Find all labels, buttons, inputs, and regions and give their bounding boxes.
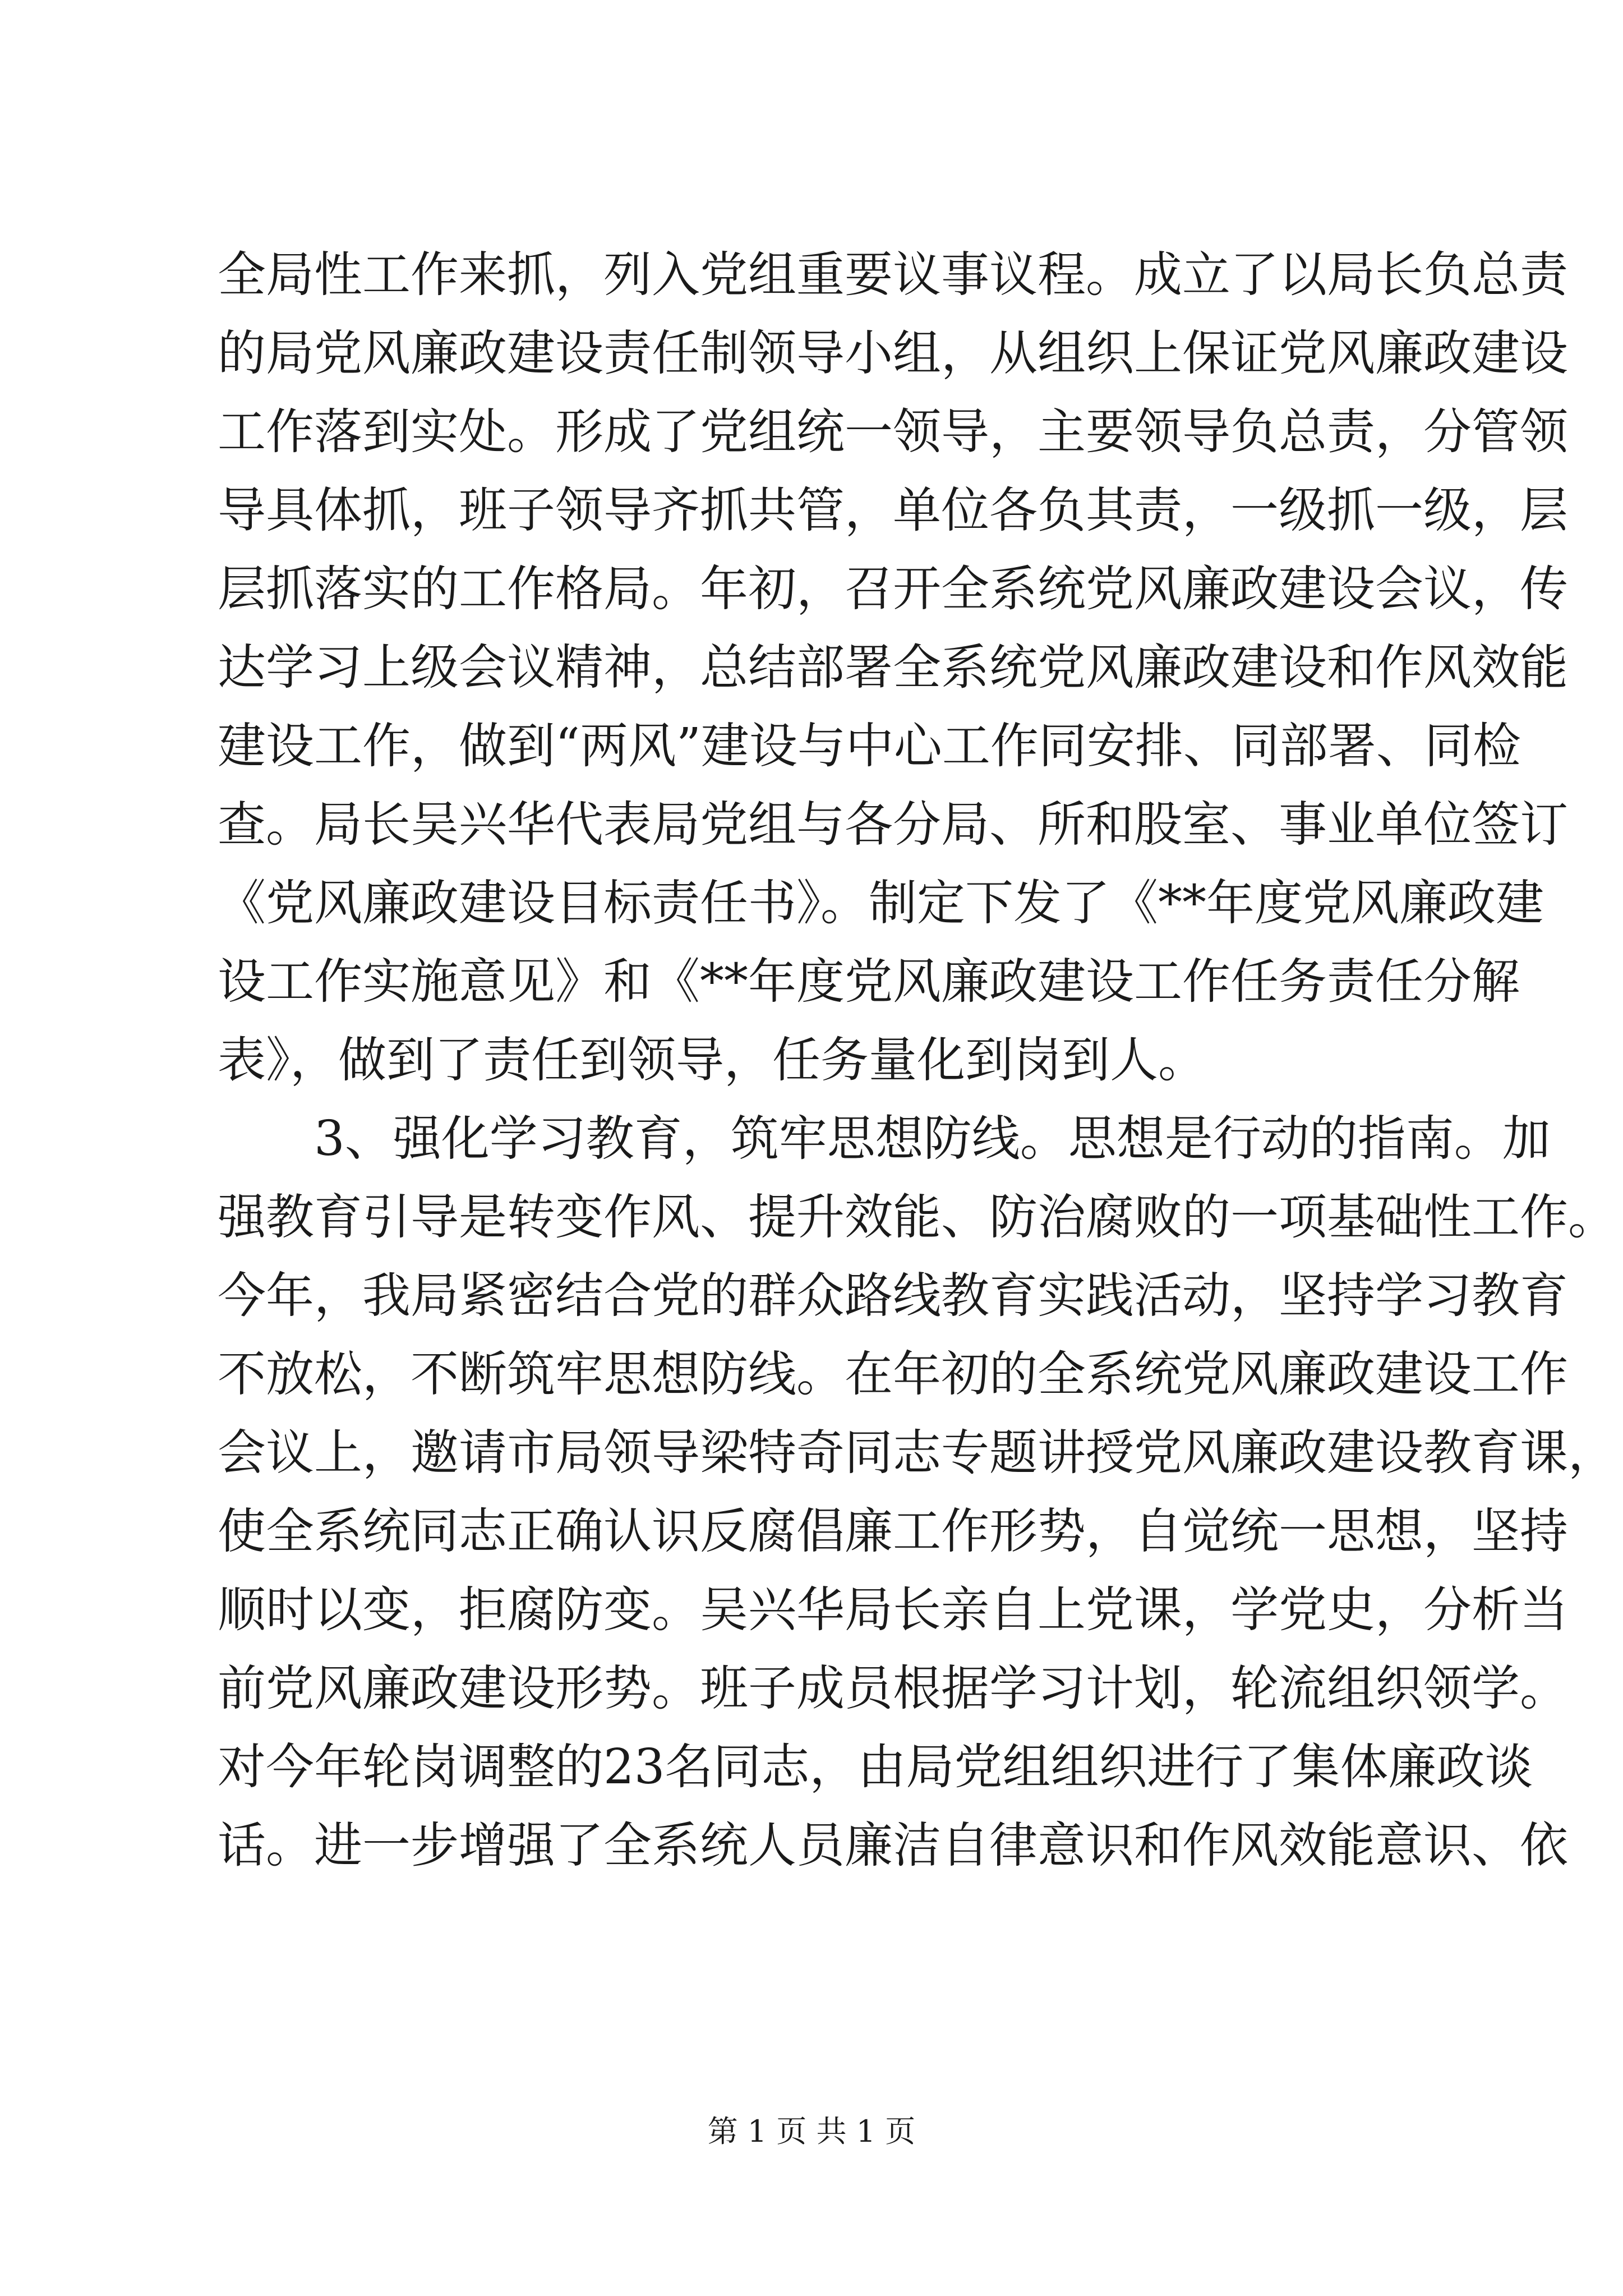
text-line: 查。局长吴兴华代表局党组与各分局、所和股室、事业单位签订: [218, 797, 1568, 853]
text-line: 使全系统同志正确认识反腐倡廉工作形势，自觉统一思想，坚持: [218, 1503, 1568, 1559]
text-line: 对今年轮岗调整的23名同志，由局党组组织进行了集体廉政谈: [218, 1739, 1533, 1795]
text-line: 达学习上级会议精神，总结部署全系统党风廉政建设和作风效能: [218, 639, 1568, 696]
page-footer: 第 1 页 共 1 页: [707, 2114, 916, 2149]
text-line: 《党风廉政建设目标责任书》。制定下发了《**年度党风廉政建: [218, 875, 1544, 931]
text-line: 今年，我局紧密结合党的群众路线教育实践活动，坚持学习教育: [218, 1268, 1568, 1324]
text-line: 全局性工作来抓，列入党组重要议事议程。成立了以局长负总责: [218, 247, 1568, 303]
text-line: 的局党风廉政建设责任制领导小组，从组织上保证党风廉政建设: [218, 325, 1568, 381]
text-line: 表》，做到了责任到领导，任务量化到岗到人。: [218, 1032, 1206, 1088]
text-line: 顺时以变，拒腐防变。吴兴华局长亲自上党课，学党史，分析当: [218, 1582, 1568, 1638]
text-line: 会议上，邀请市局领导梁特奇同志专题讲授党风廉政建设教育课，: [218, 1425, 1616, 1481]
paragraph-start-line: 3、强化学习教育，筑牢思想防线。思想是行动的指南。加: [314, 1111, 1551, 1167]
text-line: 导具体抓，班子领导齐抓共管，单位各负其责，一级抓一级，层: [218, 482, 1568, 539]
text-line: 不放松，不断筑牢思想防线。在年初的全系统党风廉政建设工作: [218, 1346, 1568, 1402]
text-line: 话。进一步增强了全系统人员廉洁自律意识和作风效能意识、依: [218, 1818, 1568, 1874]
text-line: 层抓落实的工作格局。年初，召开全系统党风廉政建设会议，传: [218, 561, 1568, 617]
text-line: 设工作实施意见》和《**年度党风廉政建设工作任务责任分解: [218, 954, 1520, 1010]
text-line: 工作落到实处。形成了党组统一领导，主要领导负总责，分管领: [218, 404, 1568, 460]
text-line: 前党风廉政建设形势。班子成员根据学习计划，轮流组织领学。: [218, 1660, 1568, 1717]
text-line: 建设工作，做到“两风”建设与中心工作同安排、同部署、同检: [218, 718, 1521, 774]
text-line: 强教育引导是转变作风、提升效能、防治腐败的一项基础性工作。: [218, 1189, 1616, 1245]
